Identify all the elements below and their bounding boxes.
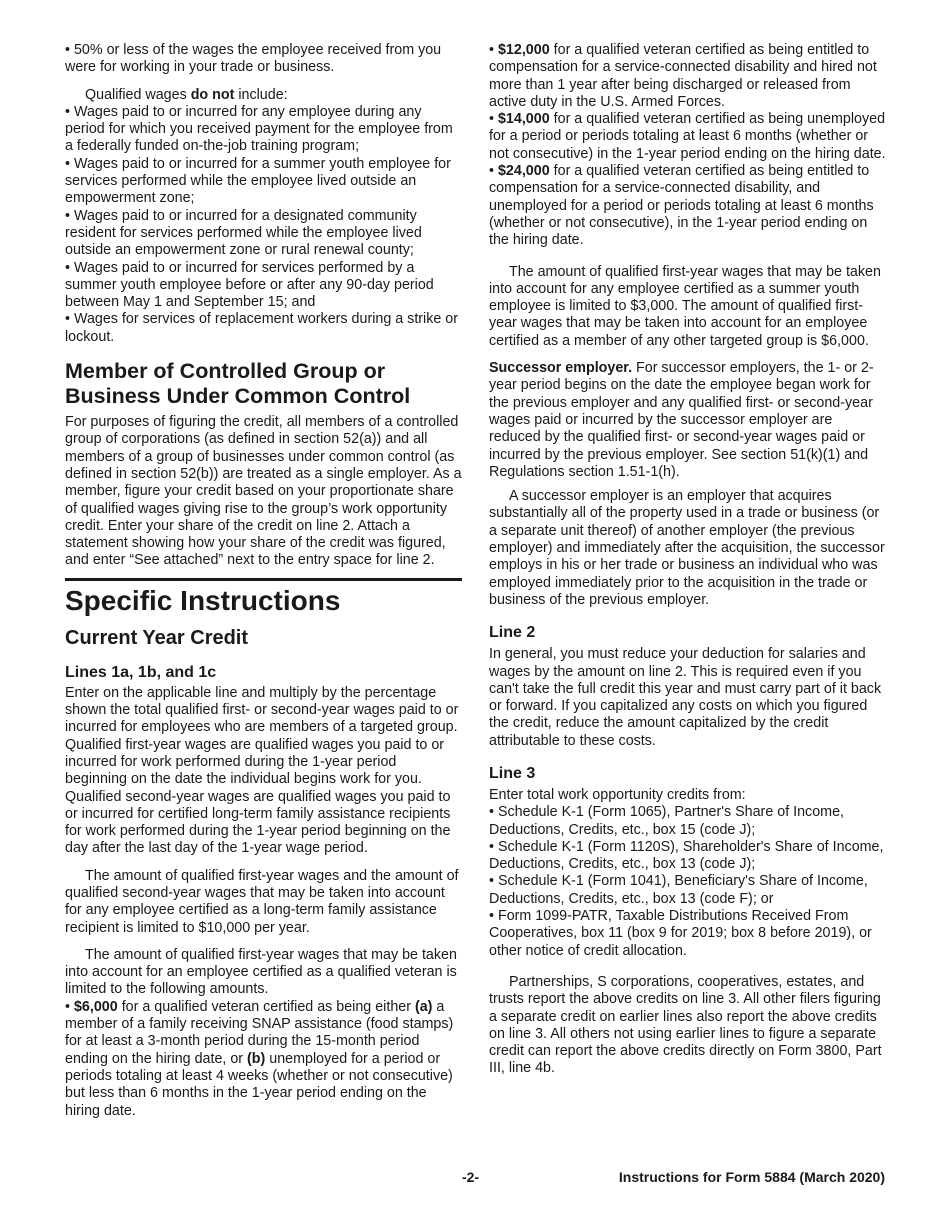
ltfa-limit-text: The amount of qualified first-year wages and the amount of qualified second-year wages that may be taken into account for any employee certified as a long-term family assistance recipient is limited to $10,000 per year. bbox=[65, 867, 459, 936]
line-3-intro: Enter total work opportunity credits from: bbox=[489, 786, 746, 803]
not-include-intro: Qualified wages do not include: bbox=[85, 86, 288, 103]
line-2-text: In general, you must reduce your deduction for salaries and wages by the amount on line 2. This is required even if you can't take the full credit this year and must carry part of it back or forward. If you capitalized any costs on which you figured the credit, reduce the amount capitalized by the credit attributable to these costs. bbox=[489, 646, 882, 749]
successor-employer-text: Successor employer. For successor employers, the 1- or 2-year period begins on the date the employee began work for the previous employer and any qualified first- or second-year wages paid or incurred by the successor employer are reduced by the qualified first- or second-year wages paid or incurred by the previous employer. See section 51(k)(1) and Regulations section 1.51-1(h). bbox=[489, 360, 874, 480]
line-3-heading: Line 3 bbox=[489, 764, 536, 782]
exclusion-item: • Wages paid to or incurred for a summer youth employee for services performed while the employee lived outside an empowerment zone; bbox=[65, 155, 451, 207]
line-3-bullet: • Schedule K-1 (Form 1041), Beneficiary's Share of Income, Deductions, Credits, etc., box 13 (code F); or bbox=[489, 873, 868, 907]
lines-1abc-text: Enter on the applicable line and multiply by the percentage shown the total qualified first- or second-year wages paid to or incurred for employees who are members of a targeted group. Qualified first-year wages are qualified wages you paid to or incurred for work performed during the 1-year period beginning on the date the individual begins work for you. Qualified second-year wages are qualified wages you paid to or incurred for certified long-term family assistance recipients for work performed during the 1-year period beginning on the day after the last day of the 1-year wage period. bbox=[65, 684, 459, 857]
left-column bbox=[65, 42, 462, 1120]
summer-youth-text: The amount of qualified first-year wages that may be taken into account for any employee certified as a summer youth employee is limited to $3,000. The amount of qualified first-year wages that may be taken into account for an employee certified as a member of any other targeted group is $6,000. bbox=[489, 263, 881, 349]
veteran-bullet-14000: • $14,000 for a qualified veteran certified as being unemployed for a period or periods totaling at least 6 months (whether or not consecutive) in the 1-year period ending on the hiring date. bbox=[489, 111, 886, 162]
right-column bbox=[489, 42, 886, 1078]
line-3-bullet: • Schedule K-1 (Form 1120S), Shareholder's Share of Income, Deductions, Credits, etc., box 13 (code J); bbox=[489, 838, 884, 873]
partnerships-text: Partnerships, S corporations, cooperatives, estates, and trusts report the above credits on line 3. All other filers figuring a separate credit on earlier lines also report the above credits on line 3. All others not using earlier lines to figure a separate credit can report the above credits directly on Form 3800, Part III, line 4b. bbox=[489, 973, 882, 1077]
line-2-heading: Line 2 bbox=[489, 624, 536, 642]
line-3-bullet: • Schedule K-1 (Form 1065), Partner's Share of Income, Deductions, Credits, etc., box 15 (code J); bbox=[489, 804, 844, 838]
lines-1abc-heading: Lines 1a, 1b, and 1c bbox=[65, 663, 217, 681]
line-3-bullet: • Form 1099-PATR, Taxable Distributions Received From Cooperatives, box 11 (box 9 for 2019; box 8 before 2019), or other notice of credit allocation. bbox=[489, 908, 872, 959]
exclusion-item: • Wages paid to or incurred for a designated community resident for services performed while the employee lived outside an empowerment zone or rural renewal county; bbox=[65, 207, 422, 259]
exclusion-item: • Wages paid to or incurred for services performed by a summer youth employee before or after any 90-day period between May 1 and September 15; and bbox=[65, 259, 434, 311]
controlled-group-text: For purposes of figuring the credit, all members of a controlled group of corporations (as defined in section 52(a)) and all members of a group of businesses under common control (as defined in section 52(b)) are treated as a single employer. As a member, figure your credit based on your proportionate share of qualified wages giving rise to the group’s work opportunity credit. Enter your share of the credit on line 2. Attach a statement showing how your share of the credit was figured, and enter “See attached” next to the entry space for line 2. bbox=[65, 414, 462, 569]
specific-instructions-heading: Specific Instructions bbox=[65, 584, 341, 616]
current-year-credit-heading: Current Year Credit bbox=[65, 626, 249, 649]
veteran-bullet-12000: • $12,000 for a qualified veteran certified as being entitled to compensation for a service-connected disability and hired not more than 1 year after being discharged or released from active duty in the U.S. Armed Forces. bbox=[489, 42, 877, 110]
veteran-bullet-24000: • $24,000 for a qualified veteran certified as being entitled to compensation for a service-connected disability, and unemployed for a period or periods totaling at least 6 months (whether or not consecutive), in the 1-year period ending on the hiring date. bbox=[489, 163, 874, 249]
section-divider bbox=[65, 578, 462, 581]
veteran-bullet-6000: • $6,000 for a qualified veteran certified as being either (a) a member of a family receiving SNAP assistance (food stamps) for at least a 3-month period during the 15-month period ending on the hiring date, or (b) unemployed for a period or periods totaling at least 4 weeks (whether or not consecutive) but less than 6 months in the 1-year period ending on the hiring date. bbox=[65, 998, 454, 1119]
veteran-limit-text: The amount of qualified first-year wages that may be taken into account for an employee certified as a qualified veteran is limited to the following amounts. bbox=[65, 946, 457, 998]
exclusion-item: • Wages for services of replacement workers during a strike or lockout. bbox=[65, 311, 459, 345]
exclusion-item: • Wages paid to or incurred for any employee during any period for which you received payment for the employee from a federally funded on-the-job training program; bbox=[65, 103, 453, 155]
controlled-group-heading: Member of Controlled Group or Business Under Common Control bbox=[65, 359, 411, 408]
intro-bullet: • 50% or less of the wages the employee received from you were for working in your trade or business. bbox=[65, 42, 442, 76]
page-number: -2- bbox=[462, 1169, 480, 1185]
form-title-footer: Instructions for Form 5884 (March 2020) bbox=[618, 1169, 885, 1185]
successor-definition: A successor employer is an employer that acquires substantially all of the property used in a trade or business (or a separate unit thereof) of another employer (the previous employer) and immediately after the acquisition, the successor employs in his or her trade or business an individual who was employed immediately prior to the acquisition in the trade or business of the previous employer. bbox=[489, 488, 885, 608]
